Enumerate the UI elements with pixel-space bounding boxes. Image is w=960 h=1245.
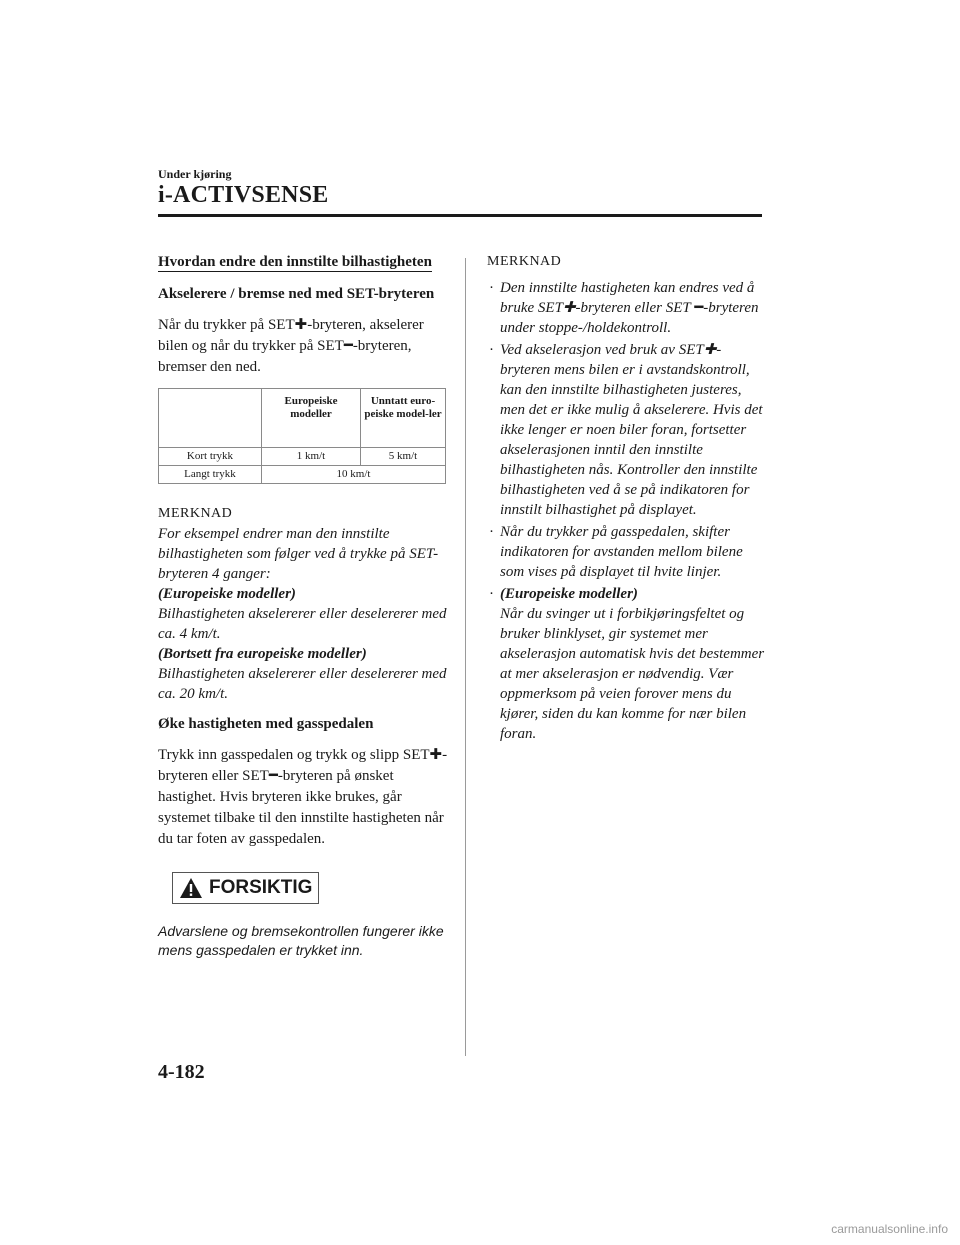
table-header-other: Unntatt euro-peiske model-ler [361,389,446,448]
table-row-label: Langt trykk [159,466,262,484]
note-bullet-list [487,278,767,744]
table-cell-eu: 1 km/t [262,448,361,466]
list-item [487,340,767,520]
table-row [159,466,446,484]
table-header-eu: Europeiske modeller [262,389,361,448]
note-subtitle: (Europeiske modeller) [158,586,296,602]
bullet-dot: · [489,586,494,602]
paragraph-accelerator: Trykk inn gasspedalen og trykk og slipp SET✚-bryteren eller SET━-bryteren på ønsket hastighet. Hvis bryteren ikke brukes, går systemet tilbake til den innstilte hastigheten når du tar foten av gasspedalen. [158,747,448,847]
note-title: MERKNAD [487,254,562,269]
bullet-dot: · [489,524,494,540]
subheading-accelerator: Øke hastigheten med gasspedalen [158,716,374,732]
note-block [158,504,448,704]
caution-label: FORSIKTIG [209,877,313,898]
bullet-subtitle: (Europeiske modeller) [500,586,638,602]
list-item [487,522,767,582]
table-cell-other: 5 km/t [361,448,446,466]
bullet-dot: · [489,280,494,296]
list-item [487,584,767,744]
speed-table [158,388,446,484]
bullet-text: Den innstilte hastigheten kan endres ved å bruke SET✚-bryteren eller SET ━-bryteren under stoppe-/holdekontroll. [500,280,759,336]
paragraph-set-switch: Når du trykker på SET✚-bryteren, akselerer bilen og når du trykker på SET━-bryteren, bremser den ned. [158,317,424,375]
section-heading-wrap [158,252,448,272]
warning-icon [179,877,203,899]
note-line: Bilhastigheten akselererer eller deselererer med ca. 4 km/t. [158,606,447,642]
column-divider [465,258,466,1056]
chapter-title: i-ACTIVSENSE [158,182,329,208]
list-item [487,278,767,338]
note-title: MERKNAD [158,506,233,521]
caution-banner [172,872,319,904]
subheading-set-switch: Akselerere / bremse ned med SET-bryteren [158,286,435,302]
caution-text: Advarslene og bremsekontrollen fungerer ikke mens gasspedalen er trykket inn. [158,923,444,958]
page-number: 4-182 [158,1061,205,1083]
section-label: Under kjøring [158,167,232,181]
bullet-text: Når du trykker på gasspedalen, skifter indikatoren for avstanden mellom bilene som vises på displayet til hvite linjer. [500,524,743,580]
table-row-label: Kort trykk [159,448,262,466]
section-heading: Hvordan endre den innstilte bilhastigheten [158,254,432,270]
table-row [159,448,446,466]
bullet-text: Når du svinger ut i forbikjøringsfeltet og bruker blinklyset, gir systemet mer akselerasjon automatisk hvis det bestemmer at mer akselerasjon er nødvendig. Vær oppmerksom på veien forover mens du kjører, siden du kan komme for nær bilen foran. [500,606,765,742]
note-line: Bilhastigheten akselererer eller deselererer med ca. 20 km/t. [158,666,447,702]
table-corner-cell [159,389,262,448]
watermark: carmanualsonline.info [831,1222,948,1236]
left-column [158,252,448,960]
table-header-row [159,389,446,448]
table-cell-both: 10 km/t [262,466,446,484]
note-line: For eksempel endrer man den innstilte bilhastigheten som følger ved å trykke på SET-bryteren 4 ganger: [158,526,439,582]
bullet-text: Ved akselerasjon ved bruk av SET✚-bryteren mens bilen er i avstandskontroll, kan den innstilte bilhastigheten justeres, men det er ikke mulig å akselerere. Hvis det ikke lenger er noen biler foran, fortsetter akselerasjonen inntil den innstilte bilhastigheten nås. Kontroller den innstilte bilhastigheten ved å se på indikatoren for innstilt bilhastighet på displayet. [500,342,763,518]
right-column [487,252,767,746]
header-divider [158,214,762,217]
note-subtitle: (Bortsett fra europeiske modeller) [158,646,367,662]
bullet-dot: · [489,342,494,358]
